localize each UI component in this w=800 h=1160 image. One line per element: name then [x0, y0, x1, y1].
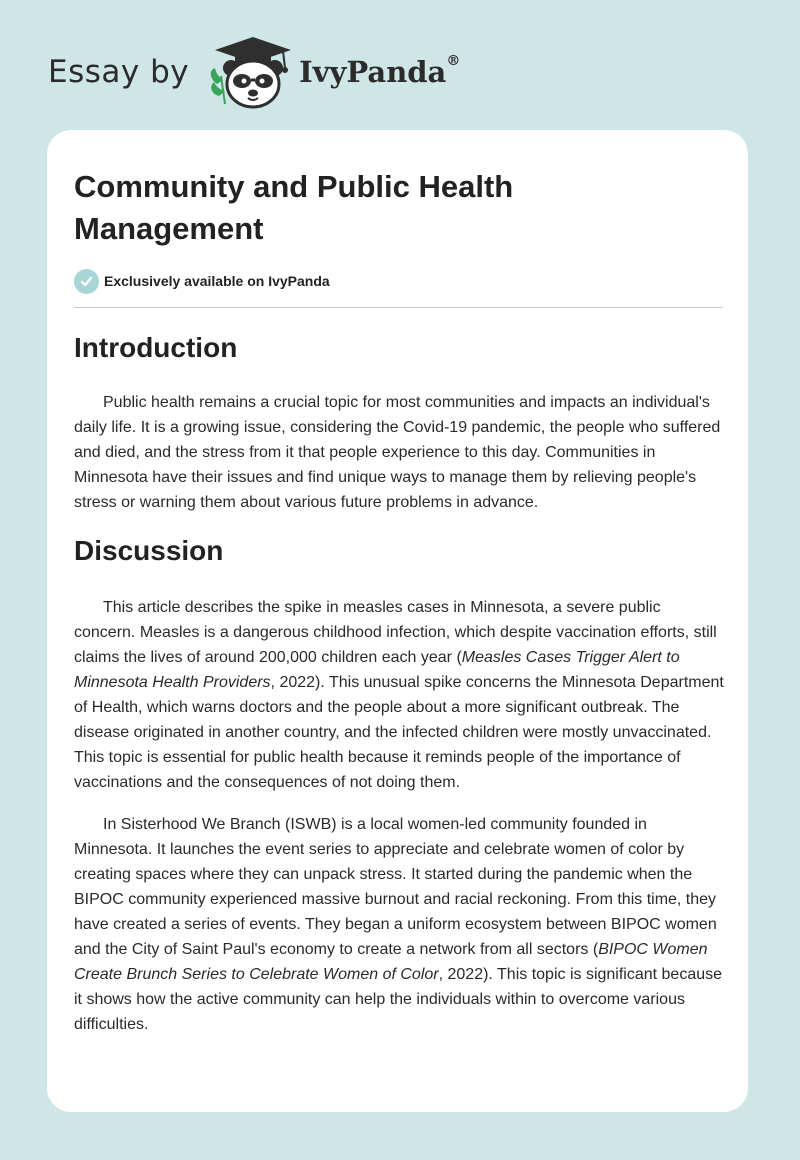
citation: Measles Cases Trigger Alert to Minnesota Health Providers: [74, 649, 680, 691]
paragraph: This article describes the spike in measles cases in Minnesota, a severe public concern. Measles is a dangerous childhood infection, which despite vaccination efforts, still claims the lives of around 200,000 children each year (Measles Cases Trigger Alert to Minnesota Health Providers, 2022). This unusual spike concerns the Minnesota Department of Health, which warns doctors and the people about a more significant outbreak. The disease originated in another country, and the infected children were mostly unvaccinated. This topic is essential for public health because it reminds people of the importance of vaccinations and the consequences of not doing them.: [74, 599, 724, 791]
brand-prefix: Essay by: [48, 54, 190, 90]
essay-card: [47, 130, 748, 1112]
section-heading-discussion: Discussion: [74, 535, 224, 566]
panda-graduate-icon: [203, 34, 295, 110]
citation: BIPOC Women Create Brunch Series to Celebrate Women of Color: [74, 941, 708, 983]
divider: [74, 307, 723, 308]
brand-name: IvyPanda®: [299, 53, 461, 89]
check-circle-icon: [74, 269, 99, 294]
brand-header: [48, 34, 460, 110]
paragraph: Public health remains a crucial topic for most communities and impacts an individual's daily life. It is a growing issue, considering the Covid-19 pandemic, the people who suffered and died, and the stress from it that people experience to this day. Communities in Minnesota have their issues and find unique ways to manage them by relieving people's stress or warning them about various future problems in advance.: [74, 394, 721, 511]
section-heading-introduction: Introduction: [74, 332, 238, 363]
badge-text: Exclusively available on IvyPanda: [104, 273, 330, 289]
exclusive-badge: [74, 268, 721, 294]
paragraph: In Sisterhood We Branch (ISWB) is a local women-led community founded in Minnesota. It launches the event series to appreciate and celebrate women of color by creating spaces where they can unpack stress. It started during the pandemic when the BIPOC community experienced massive burnout and racial reckoning. From this time, they have created a series of events. They began a uniform ecosystem between BIPOC women and the City of Saint Paul's economy to create a network from all sectors (BIPOC Women Create Brunch Series to Celebrate Women of Color, 2022). This topic is significant because it shows how the active community can help the individuals within to overcome various difficulties.: [74, 816, 723, 1033]
page-title: Community and Public Health Management: [74, 169, 514, 246]
